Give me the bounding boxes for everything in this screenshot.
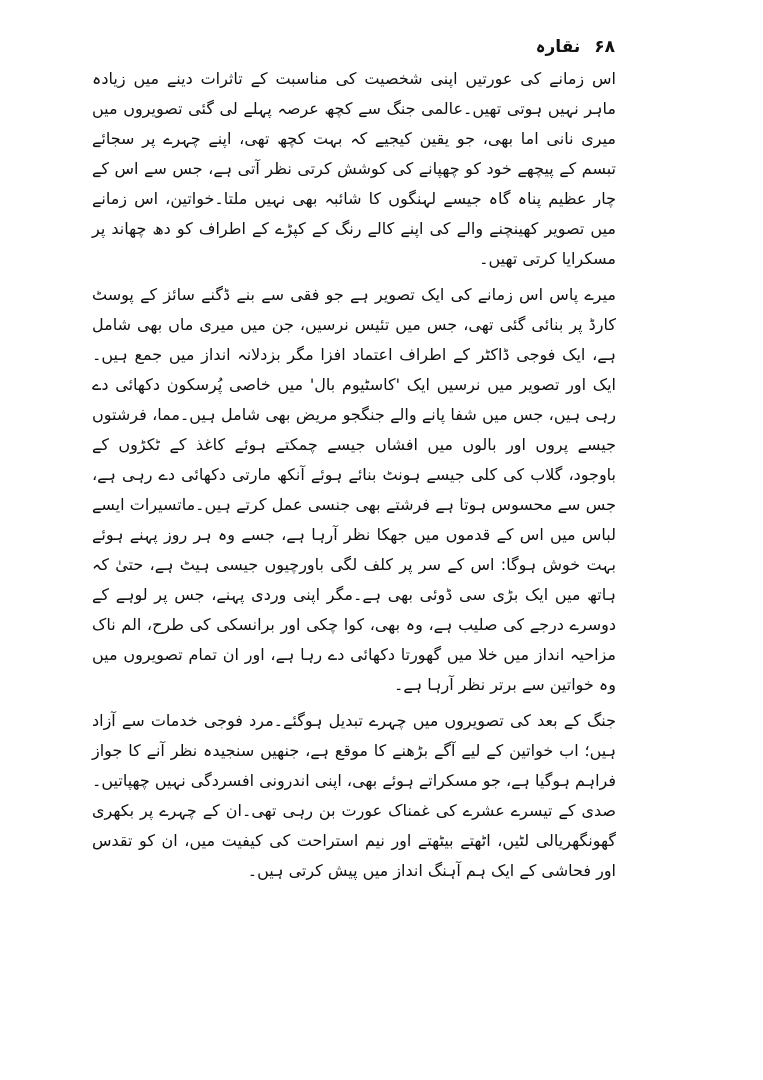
page-number: ۶۸ <box>594 37 615 57</box>
paragraph-3: جنگ کے بعد کی تصویروں میں چہرے تبدیل ہوگئے۔مرد فوجی خدمات سے آزاد ہیں؛ اب خواتین کے لیے آگے بڑھنے کا موقع ہے، جنھیں سنجیدہ نظر آنے کا جواز فراہم ہوگیا ہے، جو مسکراتے ہوئے بھی، اپنی اندرونی افسردگی نہیں چھپاتیں۔صدی کے تیسرے عشرے کی غمناک عورت بن رہی تھی۔ان کے چہرے پر بکھری گھونگھریالی لٹیں، اٹھتے بیٹھتے اور نیم استراحت کی کیفیت میں، ان کو تقدس اور فحاشی کے ایک ہم آہنگ انداز میں پیش کرتی ہیں۔ <box>91 711 616 880</box>
paragraph-1: اس زمانے کی عورتیں اپنی شخصیت کی مناسبت کے تاثرات دینے میں زیادہ ماہر نہیں ہوتی تھیں۔عالمی جنگ سے کچھ عرصہ پہلے لی گئی تصویروں میں میری نانی اما بھی، جو یقین کیجیے کہ بہت کچھ تھی، اپنے چہرے پر سجائے تبسم کے پیچھے خود کو چھپانے کی کوشش کرتی نظر آتی ہے، جس سے اس کے چار عظیم پناہ گاہ جیسے لہنگوں کا شائبہ بھی نہیں ملتا۔خواتین، اس زمانے میں تصویر کھینچنے والے کی اپنے کالے رنگ کے کپڑے کے اطراف کو دھ چھاند پر مسکرایا کرتی تھیں۔ <box>92 69 616 268</box>
running-title: نقارہ <box>535 37 581 57</box>
paragraph-2: میرے پاس اس زمانے کی ایک تصویر ہے جو فقی سے بنے ڈگنے سائز کے پوسٹ کارڈ پر بنائی گئی تھی، جس میں تئیس نرسیں، جن میں میری ماں بھی شامل ہے، ایک فوجی ڈاکٹر کے اطراف اعتماد افزا مگر بزدلانہ انداز میں جمع ہیں۔ایک اور تصویر میں نرسیں ایک 'کاسٹیوم بال' میں خاصی پُرسکون دکھائی دے رہی ہیں، جس میں شفا پانے والے جنگجو مریض بھی شامل ہیں۔مما، فرشتوں جیسے پروں اور بالوں میں افشاں جیسے چمکتے ہوئے کاغذ کے ٹکڑوں کے باوجود، گلاب کی کلی جیسے ہونٹ بنائے ہوئے آنکھ مارتی دکھائی دے رہی ہے، جس سے محسوس ہوتا ہے فرشتے بھی جنسی عمل کرتے ہیں۔ماتسیرات ایسے لباس میں اس کے قدموں میں جھکا نظر آرہا ہے، جسے وہ ہر روز پہنے ہوئے بہت خوش ہوگا: اس کے سر پر کلف لگی باورچیوں جیسی ہیٹ ہے، حتیٰ کہ ہاتھ میں ایک بڑی سی ڈوئی بھی ہے۔مگر اپنی وردی پہنے، جس پر لوہے کے دوسرے درجے کی صلیب ہے، وہ بھی، کوا چکی اور برانسکی کی طرح، الم ناک مزاحیہ انداز میں خلا میں گھورتا دکھائی دے رہا ہے، اور ان تمام تصویروں میں وہ خواتین سے برتر نظر آرہا ہے۔ <box>92 285 616 694</box>
body-text <box>92 64 616 892</box>
page-header <box>536 36 615 57</box>
